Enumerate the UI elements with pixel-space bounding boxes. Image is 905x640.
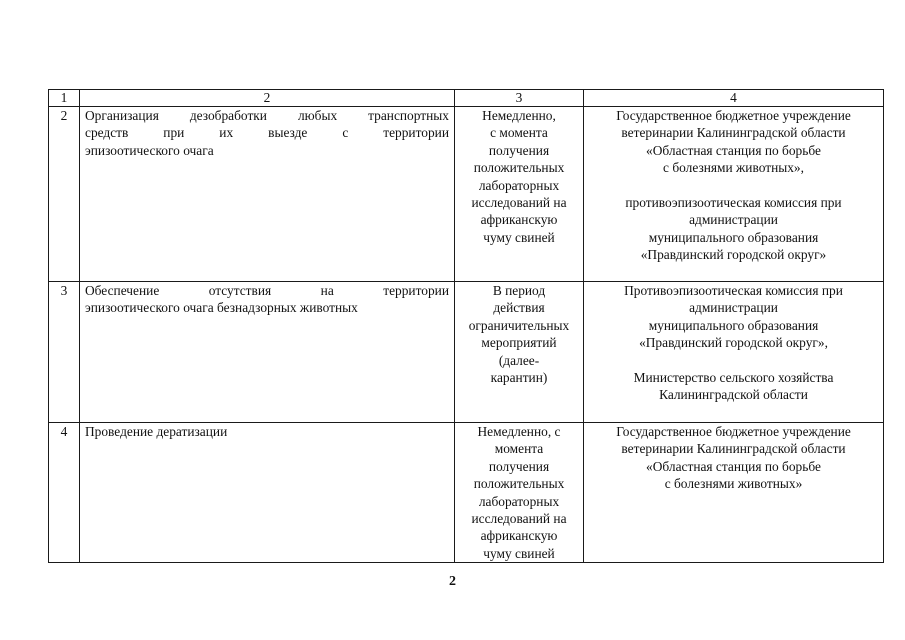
- header-cell-name: 2: [80, 90, 455, 107]
- deadline-line: африканскую: [480, 212, 558, 228]
- measure-name-line: Обеспечение отсутствия на территории: [85, 283, 449, 298]
- header-cell-responsible: 4: [584, 90, 884, 107]
- paragraph-gap: [588, 177, 879, 194]
- measure-name: [80, 423, 455, 563]
- measure-name-line: эпизоотического очага безнадзорных животных: [85, 300, 358, 316]
- responsible-cell: [584, 282, 884, 423]
- deadline-line: ограничительных: [468, 317, 570, 333]
- responsible-cell: [584, 423, 884, 563]
- deadline-line: положительных: [473, 476, 565, 492]
- responsible-line: Калининградской области: [659, 387, 808, 403]
- measure-name-line: Организация дезобработки любых транспортных: [85, 108, 449, 123]
- deadline-cell: [455, 423, 584, 563]
- responsible-line: «Областная станция по борьбе: [646, 142, 821, 158]
- deadline-line: положительных: [473, 160, 565, 176]
- responsible-cell: [584, 107, 884, 282]
- responsible-line: Министерство сельского хозяйства: [633, 370, 834, 386]
- responsible-line: ветеринарии Калининградской области: [621, 441, 846, 457]
- measure-name: [80, 107, 455, 282]
- deadline-line: мероприятий: [481, 335, 557, 351]
- responsible-line: с болезнями животных»: [664, 476, 803, 492]
- deadline-line: получения: [488, 458, 550, 474]
- responsible-line: муниципального образования: [648, 317, 819, 333]
- deadline-line: карантин): [490, 370, 548, 386]
- table-row: [49, 107, 884, 282]
- deadline-line: лабораторных: [478, 177, 560, 193]
- responsible-line: Противоэпизоотическая комиссия при: [624, 283, 843, 298]
- deadline-line: чуму свиней: [483, 545, 555, 561]
- measure-name-line: средств при их выезде с территории: [85, 125, 449, 141]
- measure-name-line: Проведение дератизации: [85, 424, 228, 439]
- table-row: [49, 423, 884, 563]
- deadline-line: (далее-: [498, 352, 540, 368]
- deadline-line: чуму свиней: [483, 229, 555, 245]
- deadline-line: действия: [493, 300, 545, 316]
- deadline-line: В период: [492, 283, 546, 298]
- responsible-line: администрации: [689, 300, 778, 316]
- responsible-line: с болезнями животных»,: [663, 160, 804, 176]
- responsible-line: Государственное бюджетное учреждение: [616, 424, 851, 439]
- deadline-line: лабораторных: [478, 493, 560, 509]
- table-header-row: [49, 90, 884, 107]
- measures-table: [48, 89, 884, 563]
- paragraph-gap: [588, 352, 879, 369]
- table-row: [49, 282, 884, 423]
- responsible-line: противоэпизоотическая комиссия при: [625, 195, 842, 211]
- measure-name-line: эпизоотического очага: [85, 142, 214, 158]
- responsible-line: «Областная станция по борьбе: [646, 458, 821, 474]
- deadline-cell: [455, 107, 584, 282]
- deadline-line: получения: [488, 142, 550, 158]
- header-cell-num: 1: [49, 90, 80, 107]
- header-cell-deadline: 3: [455, 90, 584, 107]
- responsible-line: муниципального образования: [648, 229, 819, 245]
- row-number: 4: [49, 423, 80, 563]
- deadline-line: Немедленно,: [482, 108, 556, 123]
- deadline-line: исследований на: [471, 195, 567, 211]
- page-number: 2: [449, 574, 456, 589]
- deadline-line: Немедленно, с: [477, 424, 561, 439]
- deadline-line: исследований на: [471, 511, 567, 527]
- responsible-line: Государственное бюджетное учреждение: [616, 108, 851, 123]
- responsible-line: «Правдинский городской округ»: [640, 247, 827, 263]
- responsible-line: ветеринарии Калининградской области: [621, 125, 846, 141]
- deadline-cell: [455, 282, 584, 423]
- deadline-line: момента: [494, 441, 544, 457]
- responsible-line: «Правдинский городской округ»,: [639, 335, 828, 351]
- deadline-line: африканскую: [480, 528, 558, 544]
- measure-name: [80, 282, 455, 423]
- responsible-line: администрации: [689, 212, 778, 228]
- row-number: 2: [49, 107, 80, 282]
- row-number: 3: [49, 282, 80, 423]
- deadline-line: с момента: [490, 125, 548, 141]
